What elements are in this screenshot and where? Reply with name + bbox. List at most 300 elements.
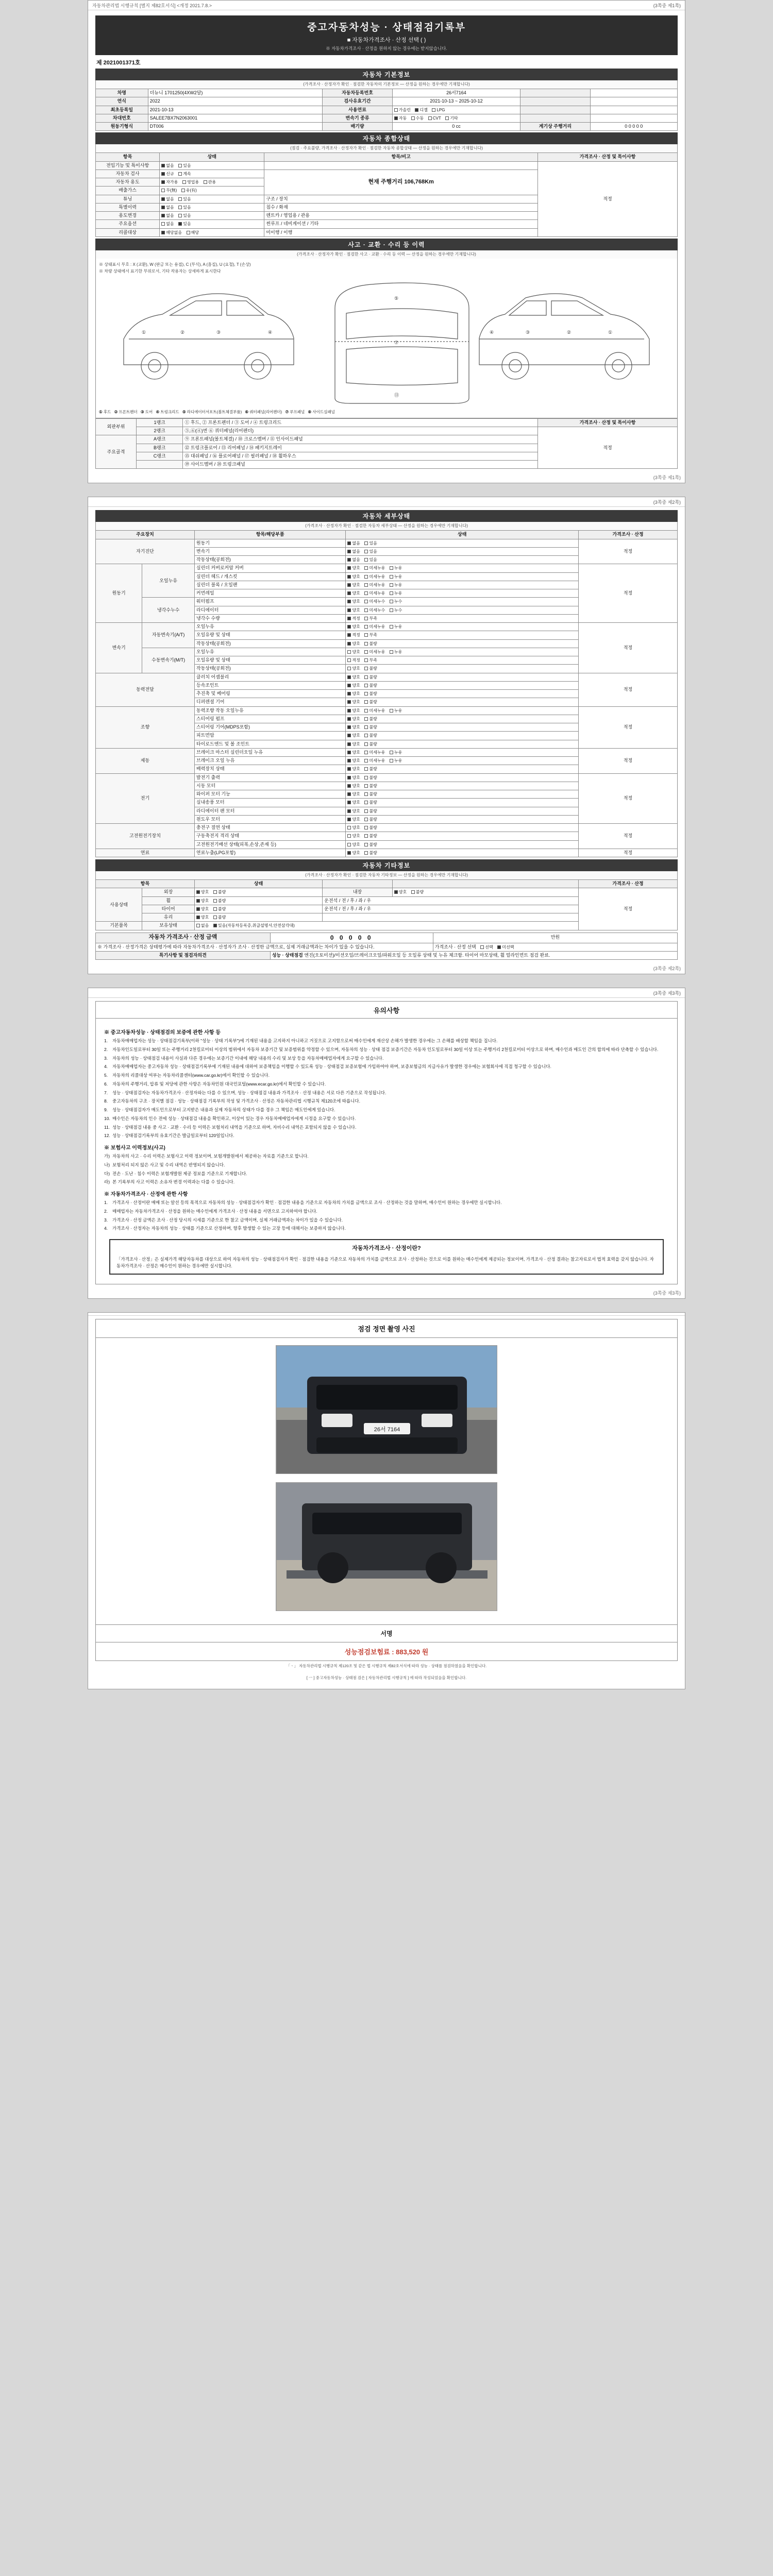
other-1-a[interactable]: 양호 xyxy=(196,899,209,904)
notice-item: 라) 본 기록부의 사고 이력은 소유자 변경 이력과는 다를 수 있습니다. xyxy=(104,1179,235,1185)
overall-7-opt-0[interactable]: 없음 xyxy=(161,222,174,227)
notice-sec2-title: ※ 자동차가격조사 · 산정에 관한 사항 xyxy=(104,1192,188,1197)
value-mileage-head xyxy=(590,89,677,97)
opt-6-3-b[interactable]: 불량 xyxy=(364,800,377,805)
photo-area xyxy=(95,1338,678,1625)
value-first-reg: 2021-10-13 xyxy=(148,106,323,114)
opt-6-0-b[interactable]: 불량 xyxy=(364,775,377,781)
opt-6-4-a[interactable]: 양호 xyxy=(347,809,360,814)
overall-2-opt-0[interactable]: 자가용 xyxy=(161,180,178,185)
notice-item: 1. 자동차매매업자는 성능 · 상태점검기록부(이하 "성능 · 상태 기록부")에 기재된 내용을 고지하지 아니하고 거짓으로 고지함으로써 매수인에게 재산상 손해가 발생한 경우에는 그 손해를 배상할 책임을 집니다. xyxy=(104,1038,498,1043)
detail-opts-7-2 xyxy=(346,840,579,849)
detail-opts-6-5 xyxy=(346,815,579,823)
opt-4-4-a[interactable]: 양호 xyxy=(347,742,360,747)
detail-opts-1-4 xyxy=(346,606,579,614)
opt-4-0-b[interactable]: 미세누유 xyxy=(364,708,385,714)
opt-0-1-b[interactable]: 있음 xyxy=(364,549,377,554)
opt-0-0-a[interactable]: 없음 xyxy=(347,541,360,546)
opt-7-1-a[interactable]: 양호 xyxy=(347,834,360,839)
overall-0-opt-1[interactable]: 있음 xyxy=(178,163,191,168)
opt-2-5-b[interactable]: 불량 xyxy=(364,666,377,671)
opt-2-3-b[interactable]: 미세누유 xyxy=(364,650,385,655)
overall-row-8-note: 미이행 / 이행 xyxy=(264,228,538,236)
overall-4-opt-1[interactable]: 있음 xyxy=(178,197,191,202)
vehicle-underbody-photo xyxy=(276,1482,497,1611)
detail-item-7-0: 충전구 절연 상태 xyxy=(194,824,346,832)
detail-right-4: 적정 xyxy=(579,706,678,748)
overall-head-1: 상태 xyxy=(160,153,264,161)
detail-item-6-4: 라디에이터 팬 모터 xyxy=(194,807,346,815)
fuel-opt-diesel[interactable]: 디젤 xyxy=(415,108,427,113)
page-2-bottom-strip: (3쪽중 제2쪽) xyxy=(653,966,681,971)
other-3-a[interactable]: 양호 xyxy=(196,915,209,920)
value-blank-1 xyxy=(590,97,677,106)
opt-7-0-a[interactable]: 양호 xyxy=(347,825,360,831)
other-0-d[interactable]: 불량 xyxy=(411,890,424,895)
other-basic-a[interactable]: 없음 xyxy=(196,923,209,928)
accident-rank-2-val: ⑤,⑥(④)번 ⑥ 쿼터패널(리어펜더) xyxy=(183,427,538,435)
legend-item-2: ③ 도어 xyxy=(140,409,153,414)
detail-head-1: 항목/해당부품 xyxy=(194,531,346,539)
detail-group-trans: 변속기 xyxy=(96,623,142,673)
opt-4-0-c[interactable]: 누유 xyxy=(390,708,402,714)
other-row-0-key: 외장 xyxy=(142,888,195,896)
detail-opts-7-0 xyxy=(346,824,579,832)
opt-6-1-b[interactable]: 불량 xyxy=(364,784,377,789)
document-subtitle: ■ 자동차가격조사 · 산정 선택 ( ) xyxy=(347,37,426,43)
detail-item-8-0: 연료누출(LPG포함) xyxy=(194,849,346,857)
detail-item-2-1: 오일유량 및 상태 xyxy=(194,631,346,639)
overall-row-7-note: 썬루프 / 네비게이션 / 기타 xyxy=(264,220,538,228)
fuel-opt-gasoline[interactable]: 가솔린 xyxy=(394,108,411,113)
opt-1-4-b[interactable]: 미세누수 xyxy=(364,608,385,613)
overall-1-opt-1[interactable]: 계속 xyxy=(178,172,191,177)
overall-row-0-opts xyxy=(160,161,264,170)
svg-text:③: ③ xyxy=(526,329,530,335)
opt-3-1-b[interactable]: 불량 xyxy=(364,683,377,688)
opt-7-2-a[interactable]: 양호 xyxy=(347,842,360,848)
notice-item: 1. 가격조사 · 산정이란 매매 또는 알선 등의 목적으로 자동차의 성능 · 상태점검자가 확인 · 점검한 내용을 기준으로 자동차의 가치를 금액으로 조사 · 산정하는 것을 말하며, 매수인이 원하는 경우에만 실시합니다. xyxy=(104,1200,502,1205)
detail-item-2-4: 오일유량 및 상태 xyxy=(194,656,346,665)
opt-1-6-a[interactable]: 양호 xyxy=(347,591,360,596)
opt-2-2-b[interactable]: 불량 xyxy=(364,641,377,647)
opt-4-3-a[interactable]: 양호 xyxy=(347,733,360,738)
opt-6-2-b[interactable]: 불량 xyxy=(364,792,377,797)
other-basic-opts xyxy=(194,922,578,930)
overall-row-8-opts xyxy=(160,228,264,236)
opt-6-0-a[interactable]: 양호 xyxy=(347,775,360,781)
overall-row-5-key: 특별이력 xyxy=(96,203,160,211)
overall-2-opt-2[interactable]: 관용 xyxy=(204,180,216,185)
value-trans-options xyxy=(392,114,520,122)
opt-1-3-c[interactable]: 누수 xyxy=(390,599,402,604)
detail-group-fuel: 연료 xyxy=(96,849,195,857)
svg-text:②: ② xyxy=(180,329,185,335)
detail-item-1-2: 실린더 블록 / 오일팬 xyxy=(194,581,346,589)
accident-rank-b-val: ⑫ 트렁크플로어 / ⑬ 리어패널 / ⑭ 패키지트레이 xyxy=(183,444,538,452)
opt-6-3-a[interactable]: 양호 xyxy=(347,800,360,805)
notice-item: 12. 성능 · 상태점검기록부의 유효기간은 발급일로부터 120일입니다. xyxy=(104,1133,234,1139)
opt-3-1-a[interactable]: 양호 xyxy=(347,683,360,688)
other-basic-b[interactable]: 있음(자동차등록증,취급설명서,안전삼각대) xyxy=(213,923,295,928)
opt-1-1-a[interactable]: 양호 xyxy=(347,574,360,580)
other-3-b[interactable]: 불량 xyxy=(213,915,226,920)
opt-2-5-a[interactable]: 양호 xyxy=(347,666,360,671)
overall-5-opt-0[interactable]: 없음 xyxy=(161,205,174,210)
opt-5-1-c[interactable]: 누유 xyxy=(390,758,402,764)
overall-head-0: 항목 xyxy=(96,153,160,161)
overall-8-opt-1[interactable]: 해당 xyxy=(187,230,199,235)
overall-4-opt-0[interactable]: 없음 xyxy=(161,197,174,202)
opt-0-2-a[interactable]: 없음 xyxy=(347,557,360,563)
detail-opts-2-4 xyxy=(346,656,579,665)
opt-3-0-b[interactable]: 불량 xyxy=(364,675,377,680)
value-blank-2 xyxy=(590,106,677,114)
detail-item-6-3: 실내송풍 모터 xyxy=(194,799,346,807)
notice-item: 2. 자동차인도일로부터 30일 또는 주행거리 2천킬로미터 이상의 범위에서 자동차 보증기간 및 보증범위를 약정할 수 있으며, 자동차의 성능 · 상태 점검 보증기간은 자동차 인도일로부터 30일 이상 또는 주행거리 2천킬로미터 이상으로 하며, 매수인과 매도인 간의 합의에 따라 단축할 수 있습니다. xyxy=(104,1046,659,1052)
overall-8-opt-0[interactable]: 해당없음 xyxy=(161,230,182,235)
overall-1-opt-0[interactable]: 신규 xyxy=(161,172,174,177)
detail-opts-1-5 xyxy=(346,614,579,622)
overall-6-opt-0[interactable]: 없음 xyxy=(161,213,174,218)
overall-row-3-opts xyxy=(160,187,264,195)
overall-row-4-opts xyxy=(160,195,264,203)
opt-2-4-b[interactable]: 부족 xyxy=(364,658,377,663)
detail-sub-coolant: 냉각수누수 xyxy=(142,598,195,623)
accident-right-head: 가격조사 · 산정 및 특이사항 xyxy=(538,418,678,427)
section-basic-info-bar: 자동차 기본정보 xyxy=(95,69,678,80)
overall-5-opt-1[interactable]: 있음 xyxy=(178,205,191,210)
front-photo-svg xyxy=(276,1346,497,1474)
svg-text:①: ① xyxy=(608,329,613,335)
opt-2-0-b[interactable]: 미세누유 xyxy=(364,624,385,630)
page-number-top-2: (3쪽중 제2쪽) xyxy=(653,500,681,505)
document-number: 제 2021001371호 xyxy=(96,60,141,66)
overall-3-opt-1[interactable]: 유(有) xyxy=(181,188,197,193)
detail-right-7: 적정 xyxy=(579,824,678,849)
opt-4-2-b[interactable]: 불량 xyxy=(364,725,377,730)
overall-right-note: 적정 xyxy=(538,161,678,236)
opt-1-5-a[interactable]: 적정 xyxy=(347,616,360,621)
detail-opts-8-0 xyxy=(346,849,579,857)
detail-head-2: 상태 xyxy=(346,531,579,539)
overall-row-7-key: 주요옵션 xyxy=(96,220,160,228)
opt-4-3-b[interactable]: 불량 xyxy=(364,733,377,738)
opt-6-5-b[interactable]: 불량 xyxy=(364,817,377,822)
price-check-yes[interactable]: 선택 xyxy=(480,945,493,950)
opt-3-3-b[interactable]: 불량 xyxy=(364,700,377,705)
trans-opt-auto[interactable]: 자동 xyxy=(394,116,407,121)
opt-5-1-a[interactable]: 양호 xyxy=(347,758,360,764)
accident-rank-d-val: ⑲ 사이드멤버 / ⑳ 트렁크패널 xyxy=(183,461,538,469)
document-title: 중고자동차성능 · 상태점검기록부 xyxy=(307,22,466,33)
opt-2-3-c[interactable]: 누유 xyxy=(390,650,402,655)
page-2 xyxy=(88,497,685,974)
opt-4-2-a[interactable]: 양호 xyxy=(347,725,360,730)
opt-5-1-b[interactable]: 미세누유 xyxy=(364,758,385,764)
other-head-0: 항목 xyxy=(96,880,195,888)
opt-2-4-a[interactable]: 적정 xyxy=(347,658,360,663)
detail-opts-0-1 xyxy=(346,547,579,555)
overall-3-opt-0[interactable]: 무(無) xyxy=(161,188,177,193)
section-basic-info-sub: (가격조사 · 산정자가 확인 · 점검한 자동차의 기본정보 — 산정을 원하는 경우에만 기재합니다) xyxy=(95,80,678,89)
signature-label: 서명 xyxy=(95,1625,678,1642)
detail-item-6-5: 윈도우 모터 xyxy=(194,815,346,823)
price-bar-label: 자동차 가격조사 · 산정 금액 xyxy=(96,933,271,943)
accident-note-1: ※ 상태표시 부호 : X (교환), W (판금 또는 용접), C (부식), A (흠집), U (요철), T (손상) xyxy=(99,262,251,267)
detail-item-0-1: 변속기 xyxy=(194,547,346,555)
other-row-1-key: 휠 xyxy=(142,896,195,905)
opt-5-2-b[interactable]: 불량 xyxy=(364,767,377,772)
other-1-b[interactable]: 불량 xyxy=(213,899,226,904)
detail-item-0-2: 작동상태(공회전) xyxy=(194,556,346,564)
notice-item: 8. 중고자동차의 구조 · 장치별 점검 · 성능 · 상태점검 기록부의 작성 및 가격조사 · 산정은 자동차관리법 시행규칙 제120조에 따릅니다. xyxy=(104,1098,360,1104)
notice-sub-title: ※ 보험사고 이력정보(사고) xyxy=(104,1145,165,1151)
detail-right-2: 적정 xyxy=(579,623,678,673)
other-head-3: 가격조사 · 산정 xyxy=(579,880,678,888)
detail-group-brake: 제동 xyxy=(96,748,195,773)
accident-rank-d xyxy=(137,461,183,469)
trans-opt-etc[interactable]: 기타 xyxy=(445,116,458,121)
other-row-2-pos: 운전석 / 전 / 후 / 좌 / 우 xyxy=(323,905,579,913)
opt-7-2-b[interactable]: 불량 xyxy=(364,842,377,848)
label-insp-period: 검사유효기간 xyxy=(323,97,392,106)
accident-outer-label: 외판부위 xyxy=(96,418,137,435)
notice-item: 4. 자동차매매업자는 중고자동차 성능 · 상태점검기록부에 기재된 내용에 대하여 보증책임을 이행할 수 있도록 성능 · 상태점검 보증보험에 가입하여야 하며, 보증보험금의 지급사유가 발생한 경우에는 보험회사에 직접 청구할 수 있습니다. xyxy=(104,1064,551,1070)
opt-4-1-b[interactable]: 불량 xyxy=(364,717,377,722)
special-body: 엔진(오토미션)/미션오일/브레이크오일/파워오일 등 오일류 상태 및 누유 체크함. 타이어 마모상태, 휠 얼라인먼트 점검 완료. xyxy=(304,952,550,958)
opt-1-0-b[interactable]: 미세누유 xyxy=(364,566,385,571)
detail-opts-6-3 xyxy=(346,799,579,807)
price-note: ※ 가격조사 · 산정가격은 상태평가에 따라 자동차가격조사 · 산정자가 조사 · 산정한 금액으로, 실제 거래금액과는 차이가 있을 수 있습니다. xyxy=(96,943,433,951)
detail-opts-1-6 xyxy=(346,589,579,598)
svg-text:⑤: ⑤ xyxy=(394,295,399,301)
opt-1-3-b[interactable]: 미세누수 xyxy=(364,599,385,604)
form-legal-ref: 자동차관리법 시행규칙 [별지 제82호서식] <개정 2021.7.8.> xyxy=(92,3,212,8)
opt-1-0-c[interactable]: 누유 xyxy=(390,566,402,571)
opt-2-0-a[interactable]: 양호 xyxy=(347,624,360,630)
detail-item-3-2: 추진축 및 베어링 xyxy=(194,690,346,698)
detail-opts-2-5 xyxy=(346,665,579,673)
opt-1-6-c[interactable]: 누유 xyxy=(390,591,402,596)
opt-1-2-c[interactable]: 누유 xyxy=(390,583,402,588)
opt-0-0-b[interactable]: 있음 xyxy=(364,541,377,546)
opt-8-0-b[interactable]: 불량 xyxy=(364,851,377,856)
label-first-reg: 최초등록일 xyxy=(96,106,148,114)
other-row-0-opts2 xyxy=(392,888,578,896)
detail-opts-4-3 xyxy=(346,732,579,740)
opt-3-2-a[interactable]: 양호 xyxy=(347,691,360,697)
label-blank-1 xyxy=(520,97,590,106)
opt-4-4-b[interactable]: 불량 xyxy=(364,742,377,747)
opt-6-1-a[interactable]: 양호 xyxy=(347,784,360,789)
document-header-note: ※ 자동차가격조사 · 산정을 원하지 않는 경우에는 받지않습니다. xyxy=(326,46,447,51)
detail-right-3: 적정 xyxy=(579,673,678,706)
detail-opts-6-1 xyxy=(346,782,579,790)
car-diagram-svg xyxy=(113,277,660,406)
accident-rank-table xyxy=(95,418,678,469)
price-definition-box xyxy=(109,1239,664,1275)
overall-state-table xyxy=(95,152,678,237)
opt-8-0-a[interactable]: 양호 xyxy=(347,851,360,856)
page-1 xyxy=(88,0,685,483)
accident-rank-1-val: ① 후드, ② 프론트펜더 / ③ 도어 / ④ 트렁크리드 xyxy=(183,418,538,427)
legend-item-1: ② 프론트펜더 xyxy=(114,409,138,414)
opt-4-1-a[interactable]: 양호 xyxy=(347,717,360,722)
opt-2-1-b[interactable]: 부족 xyxy=(364,633,377,638)
opt-1-2-b[interactable]: 미세누유 xyxy=(364,583,385,588)
notice-item: 9. 성능 · 상태점검자가 매도인으로부터 고지받은 내용과 실제 자동차의 상태가 다를 경우 그 책임은 매도인에게 있습니다. xyxy=(104,1107,335,1112)
other-2-a[interactable]: 양호 xyxy=(196,907,209,912)
other-row-2-key: 타이어 xyxy=(142,905,195,913)
special-label: 특기사항 및 점검자의견 xyxy=(96,951,271,959)
opt-1-3-a[interactable]: 양호 xyxy=(347,599,360,604)
detail-opts-7-1 xyxy=(346,832,579,840)
overall-row-1-key: 자동차 검사 xyxy=(96,170,160,178)
opt-0-1-a[interactable]: 없음 xyxy=(347,549,360,554)
opt-6-2-a[interactable]: 양호 xyxy=(347,792,360,797)
opt-5-0-c[interactable]: 누유 xyxy=(390,750,402,755)
page-number-top: (3쪽중 제1쪽) xyxy=(653,3,681,8)
trans-opt-cvt[interactable]: CVT xyxy=(428,116,441,121)
vehicle-front-photo xyxy=(276,1345,497,1474)
label-reg-no: 자동차등록번호 xyxy=(323,89,392,97)
other-2-b[interactable]: 불량 xyxy=(213,907,226,912)
opt-7-0-b[interactable]: 불량 xyxy=(364,825,377,831)
value-blank-3 xyxy=(590,114,677,122)
opt-2-0-c[interactable]: 누유 xyxy=(390,624,402,630)
section-overall-bar: 자동차 종합상태 xyxy=(95,132,678,144)
notice-item: 11. 성능 · 상태점검 내용 중 사고 · 교환 · 수리 등 이력은 보험처리 내역을 기준으로 하며, 자비수리 내역은 포함되지 않을 수 있습니다. xyxy=(104,1124,357,1130)
detail-item-3-0: 클러치 어셈블리 xyxy=(194,673,346,681)
detail-item-2-5: 작동상태(공회전) xyxy=(194,665,346,673)
detail-opts-5-0 xyxy=(346,748,579,756)
price-check-no[interactable]: 미선택 xyxy=(497,945,514,950)
opt-6-4-b[interactable]: 불량 xyxy=(364,809,377,814)
legend-item-0: ① 후드 xyxy=(99,409,111,414)
detail-item-5-2: 배력장치 상태 xyxy=(194,765,346,773)
value-vin: SALEE7BX7N2063001 xyxy=(148,114,323,122)
notice-item: 다) 전손 · 도난 · 침수 이력은 보험개발원 제공 정보를 기준으로 기재합니다. xyxy=(104,1171,247,1176)
other-row-3-key: 유리 xyxy=(142,913,195,922)
label-mileage: 계기상 주행거리 xyxy=(520,123,590,131)
detail-opts-4-2 xyxy=(346,723,579,732)
detail-item-7-2: 고전원전기배선 상태(피복,손상,존재 등) xyxy=(194,840,346,849)
overall-row-8-key: 리콜대상 xyxy=(96,228,160,236)
overall-head-2: 항목/비고 xyxy=(264,153,538,161)
detail-item-1-6: 커먼레일 xyxy=(194,589,346,598)
label-engine-type: 원동기형식 xyxy=(96,123,148,131)
opt-4-0-a[interactable]: 양호 xyxy=(347,708,360,714)
notice-body xyxy=(95,1019,678,1284)
legend-item-6: ⑦ 루프패널 xyxy=(285,409,305,414)
detail-item-3-1: 등속조인트 xyxy=(194,681,346,689)
fuel-opt-lpg[interactable]: LPG xyxy=(432,108,445,113)
document-header xyxy=(95,15,678,55)
detail-opts-6-4 xyxy=(346,807,579,815)
car-diagram-holder xyxy=(99,275,674,407)
opt-1-5-b[interactable]: 부족 xyxy=(364,616,377,621)
detail-right-5: 적정 xyxy=(579,748,678,773)
opt-3-0-a[interactable]: 양호 xyxy=(347,675,360,680)
detail-item-1-0: 실린더 커버로커암 커버 xyxy=(194,564,346,572)
opt-2-2-a[interactable]: 양호 xyxy=(347,641,360,647)
svg-text:③: ③ xyxy=(216,329,221,335)
opt-5-0-a[interactable]: 양호 xyxy=(347,750,360,755)
label-mileage-head xyxy=(520,89,590,97)
opt-2-3-a[interactable]: 양호 xyxy=(347,650,360,655)
opt-1-1-b[interactable]: 미세누유 xyxy=(364,574,385,580)
svg-text:④: ④ xyxy=(490,329,494,335)
price-definition-text: 「가격조사 · 산정」은 실제가격 해당자동차를 대상으로 하여 자동차의 성능 · 상태점검자가 확인 · 점검한 내용을 기준으로 자동차의 가치를 금액으로 조사 · 산정하는 것으로 이를 원하는 매수인에게 제공되는 정보이며, 가격조사 · 산정 결과는 참고자료로서 법적 효력을 갖지 않습니다. 자동차가격조사 · 산정은 매수인이 원하는 경우에만 실시합니다. xyxy=(116,1257,654,1269)
opt-1-4-a[interactable]: 양호 xyxy=(347,608,360,613)
other-row-3-opts xyxy=(194,913,322,922)
overall-2-opt-1[interactable]: 영업용 xyxy=(182,180,199,185)
section-detail-sub: (가격조사 · 산정자가 확인 · 점검한 자동차 세부상태 — 산정을 원하는 경우에만 기재합니다) xyxy=(95,522,678,530)
page-1-top-strip xyxy=(88,1,685,10)
opt-1-6-b[interactable]: 미세누유 xyxy=(364,591,385,596)
opt-1-1-c[interactable]: 누유 xyxy=(390,574,402,580)
opt-1-2-a[interactable]: 양호 xyxy=(347,583,360,588)
overall-0-opt-0[interactable]: 없음 xyxy=(161,163,174,168)
other-0-c[interactable]: 양호 xyxy=(394,890,407,895)
svg-text:⑦: ⑦ xyxy=(394,340,399,345)
section-other-bar: 자동차 기타정보 xyxy=(95,859,678,871)
overall-row-6-note: 렌트카 / 영업용 / 관용 xyxy=(264,212,538,220)
opt-1-0-a[interactable]: 양호 xyxy=(347,566,360,571)
notice-item: 10. 매수인은 자동차의 인수 전에 성능 · 상태점검 내용을 확인하고, 이상이 있는 경우 자동차매매업자에게 시정을 요구할 수 있습니다. xyxy=(104,1115,356,1121)
opt-7-1-b[interactable]: 불량 xyxy=(364,834,377,839)
detail-opts-0-2 xyxy=(346,556,579,564)
detail-right-6: 적정 xyxy=(579,773,678,824)
overall-6-opt-1[interactable]: 있음 xyxy=(178,213,191,218)
accident-rank-c: C랭크 xyxy=(137,452,183,460)
other-0-b[interactable]: 불량 xyxy=(213,890,226,895)
basic-info-table xyxy=(95,89,678,131)
special-left: 성능 · 상태점검 xyxy=(272,952,303,958)
label-blank-3 xyxy=(520,114,590,122)
other-group-label: 사용상태 xyxy=(96,888,142,922)
trans-opt-manual[interactable]: 수동 xyxy=(411,116,424,121)
detail-item-6-2: 와이퍼 모터 기능 xyxy=(194,790,346,799)
opt-3-3-a[interactable]: 양호 xyxy=(347,700,360,705)
opt-2-1-a[interactable]: 적정 xyxy=(347,633,360,638)
notice-item: 가) 자동차의 사고 · 수리 이력은 보험사고 이력 정보이며, 보험개발원에서 제공하는 자료를 기준으로 합니다. xyxy=(104,1154,309,1159)
notice-title: 유의사항 xyxy=(95,1001,678,1019)
section-detail-bar: 자동차 세부상태 xyxy=(95,510,678,522)
detail-item-1-1: 실린더 헤드 / 개스킷 xyxy=(194,572,346,581)
insurance-fee-label: 성능점검보험료 : xyxy=(344,1648,394,1656)
opt-3-2-b[interactable]: 불량 xyxy=(364,691,377,697)
other-row-0-key2: 내장 xyxy=(323,888,392,896)
detail-item-4-1: 스티어링 펌프 xyxy=(194,715,346,723)
opt-0-2-b[interactable]: 있음 xyxy=(364,557,377,563)
opt-1-4-c[interactable]: 누수 xyxy=(390,608,402,613)
other-0-a[interactable]: 양호 xyxy=(196,890,209,895)
detail-state-table xyxy=(95,530,678,857)
detail-opts-3-3 xyxy=(346,698,579,706)
detail-item-1-3: 워터펌프 xyxy=(194,598,346,606)
opt-5-0-b[interactable]: 미세누유 xyxy=(364,750,385,755)
detail-item-5-0: 브레이크 마스터 실린더오일 누유 xyxy=(194,748,346,756)
opt-5-2-a[interactable]: 양호 xyxy=(347,767,360,772)
other-head-2 xyxy=(323,880,392,888)
opt-6-5-a[interactable]: 양호 xyxy=(347,817,360,822)
other-basic-key: 보유상태 xyxy=(142,922,195,930)
detail-group-electric: 전기 xyxy=(96,773,195,824)
detail-item-6-1: 시동 모터 xyxy=(194,782,346,790)
overall-7-opt-1[interactable]: 있음 xyxy=(178,222,191,227)
